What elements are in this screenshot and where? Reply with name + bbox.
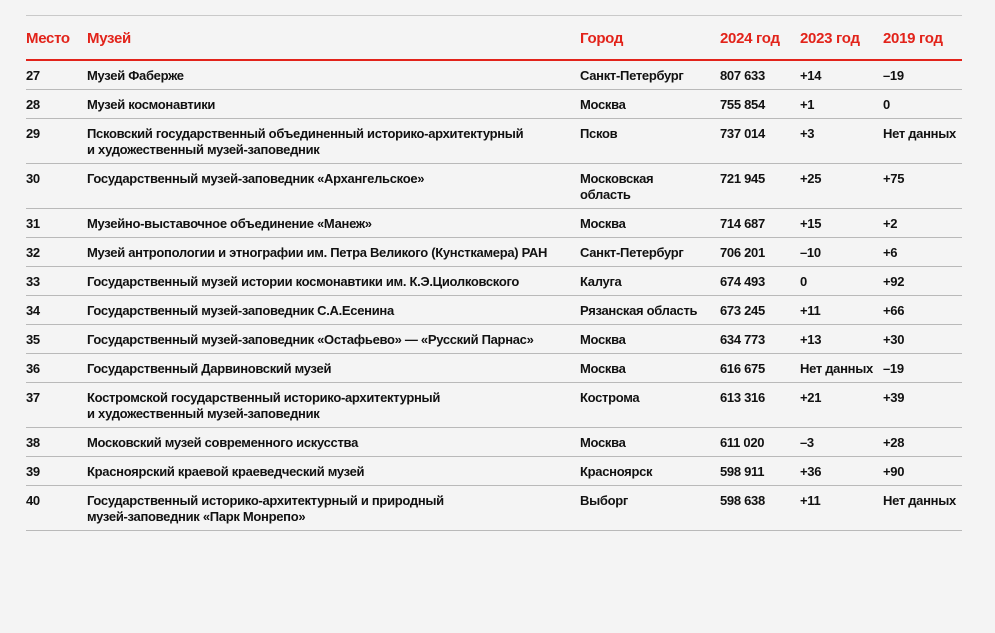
cell-place-text: 27 xyxy=(26,68,40,83)
table-row xyxy=(26,296,962,325)
cell-2024 xyxy=(720,238,800,267)
cell-city-text: Москва xyxy=(580,332,626,347)
cell-place-text: 28 xyxy=(26,97,40,112)
cell-city-text: Псков xyxy=(580,126,618,141)
cell-place-text: 37 xyxy=(26,390,40,405)
cell-city xyxy=(580,428,720,457)
cell-place xyxy=(26,383,83,428)
table-row xyxy=(26,238,962,267)
cell-2023 xyxy=(800,90,883,119)
cell-2019-text: +92 xyxy=(883,274,905,289)
cell-2024 xyxy=(720,267,800,296)
cell-place xyxy=(26,267,83,296)
cell-place-text: 32 xyxy=(26,245,40,260)
cell-place xyxy=(26,119,83,164)
cell-2019 xyxy=(883,457,962,486)
cell-2023-text: +1 xyxy=(800,97,815,112)
cell-2019 xyxy=(883,164,962,209)
cell-2024-text: 721 945 xyxy=(720,171,765,186)
cell-place xyxy=(26,457,83,486)
cell-museum xyxy=(83,119,580,164)
cell-museum xyxy=(83,428,580,457)
cell-museum xyxy=(83,90,580,119)
cell-museum-text: Государственный историко-архитектурный и природный музей-заповедник «Парк Монрепо» xyxy=(87,493,444,524)
cell-city xyxy=(580,325,720,354)
cell-city-text: Москва xyxy=(580,216,626,231)
cell-2024 xyxy=(720,296,800,325)
cell-museum xyxy=(83,60,580,90)
cell-museum xyxy=(83,486,580,531)
cell-place xyxy=(26,238,83,267)
cell-city xyxy=(580,209,720,238)
cell-place-text: 40 xyxy=(26,493,40,508)
cell-2024-text: 755 854 xyxy=(720,97,765,112)
cell-city-text: Кострома xyxy=(580,390,640,405)
cell-2019-text: +66 xyxy=(883,303,905,318)
header-2024: 2024 год xyxy=(720,16,800,60)
cell-2024-text: 598 911 xyxy=(720,464,765,479)
table-body xyxy=(26,60,962,531)
cell-2023-text: +3 xyxy=(800,126,815,141)
cell-2023 xyxy=(800,354,883,383)
cell-city xyxy=(580,164,720,209)
cell-2023-text: Нет данных xyxy=(800,361,873,376)
cell-city-text: Санкт-Петербург xyxy=(580,245,684,260)
cell-2023-text: +11 xyxy=(800,303,821,318)
cell-2024-text: 674 493 xyxy=(720,274,765,289)
cell-city-text: Красноярск xyxy=(580,464,653,479)
table-row xyxy=(26,90,962,119)
table-row xyxy=(26,209,962,238)
cell-city-text: Москва xyxy=(580,97,626,112)
table-row xyxy=(26,457,962,486)
cell-2024-text: 611 020 xyxy=(720,435,765,450)
header-place: Место xyxy=(26,16,83,60)
cell-2019 xyxy=(883,119,962,164)
cell-place xyxy=(26,325,83,354)
cell-2019 xyxy=(883,296,962,325)
cell-2024-text: 634 773 xyxy=(720,332,765,347)
cell-2019 xyxy=(883,428,962,457)
cell-2023 xyxy=(800,60,883,90)
cell-museum xyxy=(83,267,580,296)
cell-2024 xyxy=(720,428,800,457)
cell-city-text: Москва xyxy=(580,435,626,450)
cell-2023-text: 0 xyxy=(800,274,807,289)
cell-city xyxy=(580,238,720,267)
cell-museum-text: Государственный музей-заповедник «Архангельское» xyxy=(87,171,425,186)
cell-place-text: 31 xyxy=(26,216,40,231)
cell-place-text: 39 xyxy=(26,464,40,479)
cell-museum-text: Псковский государственный объединенный историко-архитектурный и художественный музей-заповедник xyxy=(87,126,524,157)
cell-museum-text: Музейно-выставочное объединение «Манеж» xyxy=(87,216,372,231)
header-museum: Музей xyxy=(83,16,580,60)
cell-museum-text: Государственный музей истории космонавтики им. К.Э.Циолковского xyxy=(87,274,520,289)
table-row xyxy=(26,60,962,90)
cell-museum xyxy=(83,209,580,238)
cell-2019-text: –19 xyxy=(883,68,904,83)
cell-museum xyxy=(83,325,580,354)
cell-2019-text: +28 xyxy=(883,435,905,450)
cell-2023-text: +36 xyxy=(800,464,822,479)
cell-2024 xyxy=(720,164,800,209)
cell-2019-text: +2 xyxy=(883,216,898,231)
museum-ranking-sheet xyxy=(26,15,962,531)
cell-2019-text: +75 xyxy=(883,171,905,186)
cell-2023 xyxy=(800,209,883,238)
cell-2024 xyxy=(720,325,800,354)
cell-city-text: Калуга xyxy=(580,274,622,289)
cell-2024-text: 714 687 xyxy=(720,216,765,231)
cell-city-text: Московская область xyxy=(580,171,654,202)
cell-city xyxy=(580,267,720,296)
cell-place xyxy=(26,428,83,457)
cell-2019-text: Нет данных xyxy=(883,126,956,141)
cell-2024 xyxy=(720,119,800,164)
cell-museum-text: Государственный музей-заповедник С.А.Есенина xyxy=(87,303,394,318)
museum-ranking-table xyxy=(26,16,962,531)
cell-2023-text: +15 xyxy=(800,216,822,231)
cell-2019-text: +90 xyxy=(883,464,905,479)
cell-2023 xyxy=(800,457,883,486)
cell-2024-text: 807 633 xyxy=(720,68,765,83)
cell-museum xyxy=(83,354,580,383)
cell-2023 xyxy=(800,296,883,325)
table-row xyxy=(26,428,962,457)
cell-city-text: Рязанская область xyxy=(580,303,698,318)
cell-2024-text: 706 201 xyxy=(720,245,765,260)
cell-2023 xyxy=(800,428,883,457)
cell-place xyxy=(26,164,83,209)
cell-place xyxy=(26,90,83,119)
cell-2019 xyxy=(883,486,962,531)
cell-place-text: 30 xyxy=(26,171,40,186)
cell-2019-text: +30 xyxy=(883,332,905,347)
cell-2023-text: +21 xyxy=(800,390,822,405)
cell-2019 xyxy=(883,325,962,354)
cell-city xyxy=(580,90,720,119)
cell-2024-text: 616 675 xyxy=(720,361,765,376)
cell-2024 xyxy=(720,209,800,238)
cell-city xyxy=(580,119,720,164)
cell-2019-text: 0 xyxy=(883,97,890,112)
cell-city xyxy=(580,383,720,428)
table-header-row xyxy=(26,16,962,60)
cell-2024 xyxy=(720,60,800,90)
cell-museum-text: Московский музей современного искусства xyxy=(87,435,358,450)
table-row xyxy=(26,164,962,209)
cell-2023 xyxy=(800,383,883,428)
cell-museum xyxy=(83,383,580,428)
cell-2019-text: +6 xyxy=(883,245,898,260)
cell-museum-text: Музей Фаберже xyxy=(87,68,184,83)
cell-2023 xyxy=(800,119,883,164)
cell-city xyxy=(580,457,720,486)
cell-place-text: 29 xyxy=(26,126,40,141)
cell-city xyxy=(580,60,720,90)
cell-2023-text: +11 xyxy=(800,493,821,508)
header-2019: 2019 год xyxy=(883,16,962,60)
table-row xyxy=(26,383,962,428)
cell-2019-text: –19 xyxy=(883,361,904,376)
cell-2019 xyxy=(883,209,962,238)
cell-museum-text: Государственный Дарвиновский музей xyxy=(87,361,332,376)
cell-museum xyxy=(83,164,580,209)
cell-2024 xyxy=(720,90,800,119)
cell-place xyxy=(26,486,83,531)
cell-2023-text: –10 xyxy=(800,245,821,260)
cell-2024-text: 737 014 xyxy=(720,126,765,141)
cell-2019 xyxy=(883,90,962,119)
cell-2024 xyxy=(720,383,800,428)
table-row xyxy=(26,325,962,354)
cell-museum-text: Красноярский краевой краеведческий музей xyxy=(87,464,365,479)
cell-2019 xyxy=(883,238,962,267)
cell-place-text: 38 xyxy=(26,435,40,450)
cell-museum xyxy=(83,296,580,325)
cell-2023 xyxy=(800,238,883,267)
cell-place-text: 35 xyxy=(26,332,40,347)
cell-2019 xyxy=(883,267,962,296)
table-row xyxy=(26,354,962,383)
table-row xyxy=(26,486,962,531)
cell-place xyxy=(26,209,83,238)
cell-place xyxy=(26,354,83,383)
header-2023: 2023 год xyxy=(800,16,883,60)
cell-2023-text: +13 xyxy=(800,332,822,347)
cell-2019 xyxy=(883,354,962,383)
cell-2024-text: 598 638 xyxy=(720,493,765,508)
table-row xyxy=(26,267,962,296)
cell-museum-text: Государственный музей-заповедник «Остафьево» — «Русский Парнас» xyxy=(87,332,534,347)
cell-city xyxy=(580,486,720,531)
cell-2019 xyxy=(883,60,962,90)
cell-2024 xyxy=(720,486,800,531)
cell-place-text: 34 xyxy=(26,303,40,318)
cell-city-text: Выборг xyxy=(580,493,629,508)
cell-2024-text: 613 316 xyxy=(720,390,765,405)
cell-museum-text: Музей антропологии и этнографии им. Петра Великого (Кунсткамера) РАН xyxy=(87,245,548,260)
cell-2023-text: +25 xyxy=(800,171,822,186)
cell-2023 xyxy=(800,164,883,209)
cell-2019-text: Нет данных xyxy=(883,493,956,508)
cell-city-text: Санкт-Петербург xyxy=(580,68,684,83)
cell-2023 xyxy=(800,486,883,531)
cell-museum xyxy=(83,457,580,486)
cell-2023-text: +14 xyxy=(800,68,822,83)
cell-2019 xyxy=(883,383,962,428)
cell-2024 xyxy=(720,457,800,486)
table-row xyxy=(26,119,962,164)
cell-2023-text: –3 xyxy=(800,435,814,450)
cell-place xyxy=(26,60,83,90)
cell-museum-text: Костромской государственный историко-архитектурный и художественный музей-заповедник xyxy=(87,390,441,421)
cell-2019-text: +39 xyxy=(883,390,905,405)
cell-museum-text: Музей космонавтики xyxy=(87,97,216,112)
cell-2023 xyxy=(800,267,883,296)
header-city: Город xyxy=(580,16,720,60)
cell-city xyxy=(580,296,720,325)
cell-place xyxy=(26,296,83,325)
cell-place-text: 33 xyxy=(26,274,40,289)
cell-2024-text: 673 245 xyxy=(720,303,765,318)
cell-city xyxy=(580,354,720,383)
cell-2024 xyxy=(720,354,800,383)
cell-2023 xyxy=(800,325,883,354)
cell-museum xyxy=(83,238,580,267)
cell-place-text: 36 xyxy=(26,361,40,376)
cell-city-text: Москва xyxy=(580,361,626,376)
